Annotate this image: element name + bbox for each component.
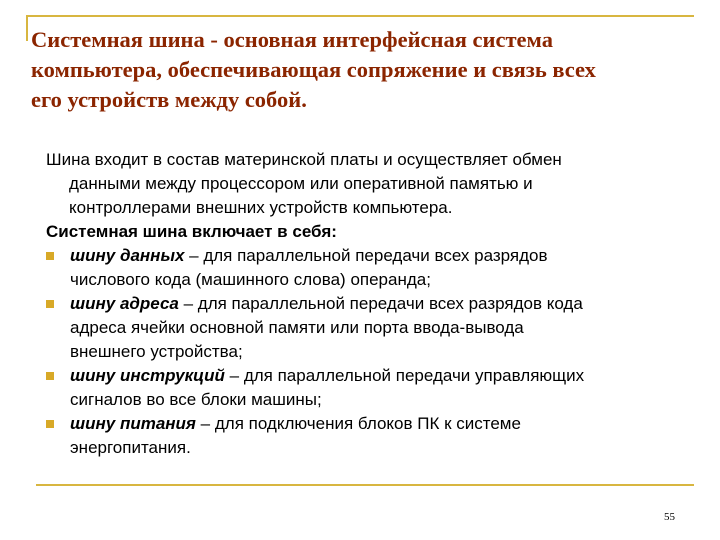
square-bullet-icon <box>46 420 54 428</box>
bus-term: шину адреса <box>70 294 179 313</box>
bus-description-line: адреса ячейки основной памяти или порта ввода-вывода <box>70 318 524 337</box>
slide-body <box>46 148 696 460</box>
slide-title <box>31 25 691 115</box>
slide-title-line: Системная шина - основная интерфейсная система <box>31 27 553 52</box>
slide-title-line: его устройств между собой. <box>31 87 307 112</box>
intro-line: контроллерами внешних устройств компьютера. <box>69 198 453 217</box>
bus-description: – для параллельной передачи всех разрядов <box>184 246 548 265</box>
bus-description: – для параллельной передачи всех разрядов кода <box>178 294 583 313</box>
square-bullet-icon <box>46 300 54 308</box>
intro-paragraph <box>46 148 696 220</box>
bus-term: шину питания <box>70 414 196 433</box>
bus-term: шину инструкций <box>70 366 225 385</box>
bus-description: – для параллельной передачи управляющих <box>224 366 585 385</box>
list-item-address-bus <box>46 292 696 364</box>
bus-description-line: внешнего устройства; <box>70 342 243 361</box>
title-frame-top-border <box>26 15 694 17</box>
bus-description-line: сигналов во все блоки машины; <box>70 390 322 409</box>
list-item-power-bus <box>46 412 696 460</box>
title-frame-left-border <box>26 15 28 41</box>
list-item-data-bus <box>46 244 696 292</box>
page-number: 55 <box>664 511 675 523</box>
bus-description-line: числового кода (машинного слова) операнда; <box>70 270 431 289</box>
bus-description: – для подключения блоков ПК к системе <box>195 414 521 433</box>
list-item-instruction-bus <box>46 364 696 412</box>
slide-title-line: компьютера, обеспечивающая сопряжение и связь всех <box>31 57 596 82</box>
square-bullet-icon <box>46 252 54 260</box>
bus-components-heading: Системная шина включает в себя: <box>46 222 337 241</box>
intro-line: Шина входит в состав материнской платы и осуществляет обмен <box>46 150 562 169</box>
bus-term: шину данных <box>70 246 185 265</box>
bus-description-line: энергопитания. <box>70 438 191 457</box>
square-bullet-icon <box>46 372 54 380</box>
intro-line: данными между процессором или оперативной памятью и <box>69 174 533 193</box>
footer-divider <box>36 484 694 486</box>
